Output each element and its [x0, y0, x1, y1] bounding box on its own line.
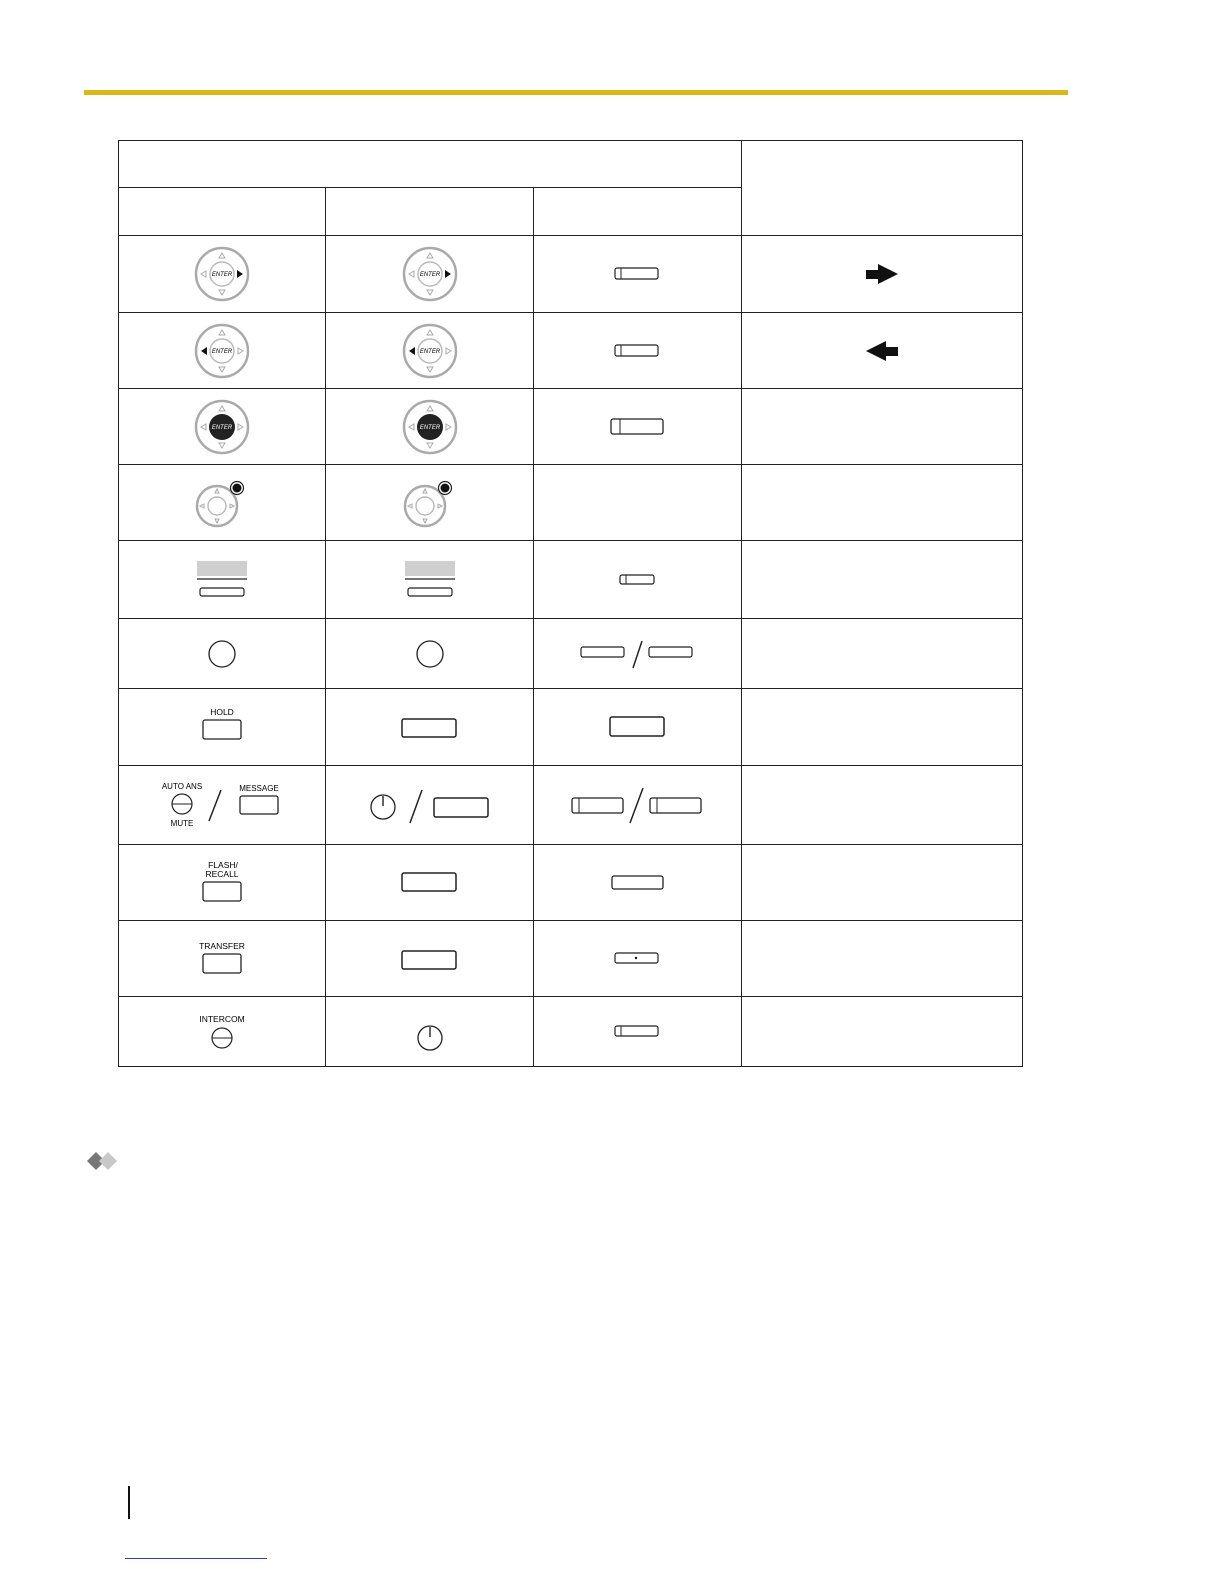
navigator-key-right-icon [119, 236, 326, 313]
hold-label: HOLD [210, 707, 234, 717]
header-cell-col3 [534, 188, 742, 236]
right-arrow-icon [742, 236, 1023, 313]
flash-key-icon [119, 845, 326, 921]
table-row [119, 997, 1023, 1067]
message-label: MESSAGE [239, 784, 279, 793]
header-rule [84, 90, 1068, 95]
rectangle-key-icon [326, 845, 534, 921]
navigator-key-right-icon [326, 236, 534, 313]
section-diamonds-icon [86, 1150, 126, 1174]
svg-text:ENTER: ENTER [211, 424, 233, 431]
empty-meaning-cell [742, 921, 1023, 997]
navigator-key-enter-icon [119, 389, 326, 465]
empty-meaning-cell [742, 766, 1023, 845]
hold-key-icon [119, 689, 326, 766]
header-cell-col1 [119, 188, 326, 236]
table-row [119, 236, 1023, 313]
intercom-label: INTERCOM [199, 1013, 245, 1024]
table-row [119, 921, 1023, 997]
empty-meaning-cell [742, 845, 1023, 921]
header-cell-meaning [742, 141, 1023, 236]
empty-meaning-cell [742, 465, 1023, 541]
table-row [119, 313, 1023, 389]
rectangle-key-icon [326, 921, 534, 997]
power-icon [326, 997, 534, 1067]
intercom-key-icon [119, 997, 326, 1067]
two-keys-icon [534, 619, 742, 689]
function-key-icon [119, 541, 326, 619]
navigator-key-left-icon [326, 313, 534, 389]
small-key-icon [534, 541, 742, 619]
flash-label-line1: FLASH/ [208, 859, 238, 870]
transfer-label: TRANSFER [199, 940, 245, 951]
empty-meaning-cell [742, 389, 1023, 465]
table-row [119, 689, 1023, 766]
power-and-key-icon [326, 766, 534, 845]
function-key-icon [326, 541, 534, 619]
rectangle-key-icon [534, 689, 742, 766]
round-key-icon [326, 619, 534, 689]
table-row [119, 766, 1023, 845]
jog-dial-icon [119, 465, 326, 541]
soft-key-icon [534, 313, 742, 389]
header-cell-telephone-type [119, 141, 742, 188]
round-key-icon [119, 619, 326, 689]
mute-label: MUTE [170, 819, 194, 828]
soft-key-icon [534, 997, 742, 1067]
empty-meaning-cell [742, 541, 1023, 619]
transfer-key-icon [119, 921, 326, 997]
page-margin-bar [128, 1486, 130, 1519]
svg-text:ENTER: ENTER [419, 272, 440, 278]
svg-text:ENTER: ENTER [211, 272, 233, 278]
svg-text:ENTER: ENTER [211, 348, 233, 355]
bottom-link-underline[interactable] [125, 1558, 267, 1559]
table-row [119, 465, 1023, 541]
key-reference-table [118, 140, 1023, 1067]
soft-key-icon [534, 389, 742, 465]
soft-key-icon [534, 236, 742, 313]
header-cell-col2 [326, 188, 534, 236]
empty-meaning-cell [742, 619, 1023, 689]
two-keys-icon [534, 766, 742, 845]
table-row [119, 541, 1023, 619]
table-row [119, 845, 1023, 921]
rectangle-key-icon [326, 689, 534, 766]
table-header-row [119, 141, 1023, 188]
jog-dial-icon [326, 465, 534, 541]
empty-meaning-cell [742, 997, 1023, 1067]
dot-key-icon [534, 921, 742, 997]
empty-cell [534, 465, 742, 541]
navigator-key-left-icon [119, 313, 326, 389]
svg-text:ENTER: ENTER [419, 424, 440, 431]
auto-answer-label: AUTO ANS [161, 782, 203, 791]
auto-answer-message-icon [119, 766, 326, 845]
rectangle-key-icon [534, 845, 742, 921]
empty-meaning-cell [742, 689, 1023, 766]
flash-label-line2: RECALL [205, 868, 239, 879]
table-row [119, 619, 1023, 689]
table-row [119, 389, 1023, 465]
navigator-key-enter-icon [326, 389, 534, 465]
svg-text:ENTER: ENTER [419, 348, 440, 355]
left-arrow-icon [742, 313, 1023, 389]
